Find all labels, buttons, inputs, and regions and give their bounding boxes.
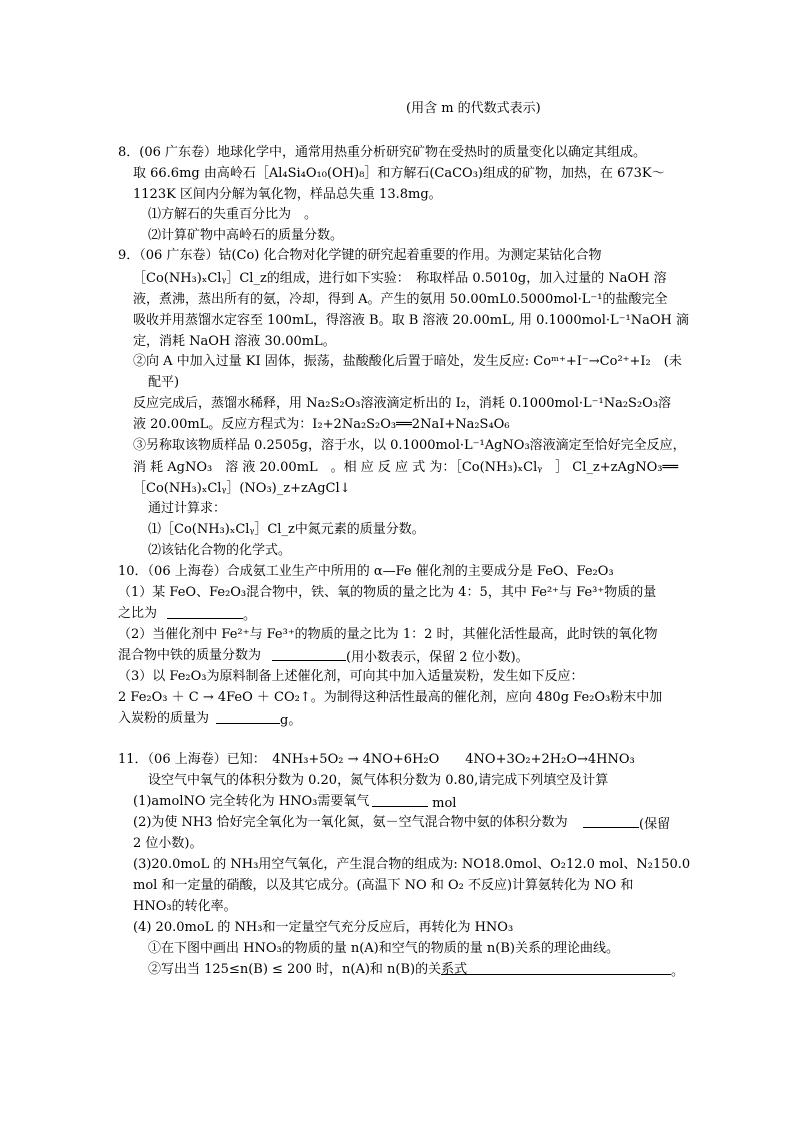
text-line: ［Co(NH₃)ₓClᵧ］(NO₃)_z+zAgCl↓ bbox=[133, 481, 351, 496]
text-line: ［Co(NH₃)ₓClᵧ］Cl_z的组成，进行如下实验： 称取样品 0.5010g，加入过量的 NaOH 溶 bbox=[133, 271, 667, 286]
q10-2-blank: (用小数表示，保留 2 位小数)。 bbox=[272, 648, 529, 665]
text-line: 配平) bbox=[148, 375, 180, 390]
text-line: 液 20.00mL。反应方程式为：I₂+2Na₂S₂O₃══2NaI+Na₂S₄O₆ bbox=[133, 417, 510, 432]
text-line: 10．（06 上海卷）合成氨工业生产中所用的 α—Fe 催化剂的主要成分是 FeO、Fe₂O₃ bbox=[118, 564, 614, 579]
text-line: ②写出当 125≤n(B) ≤ 200 时，n(A)和 n(B)的关系式 bbox=[148, 962, 468, 977]
text-line: 11．（06 上海卷）已知： 4NH₃+5O₂ → 4NO+6H₂O 4NO+3O₂+2H₂O→4HNO₃ bbox=[118, 752, 635, 767]
text-line: 混合物中铁的质量分数为 bbox=[118, 648, 262, 663]
text-line: ⑵计算矿物中高岭石的质量分数。 bbox=[148, 228, 344, 243]
text-line: 8．(06 广东卷）地球化学中，通常用热重分析研究矿物在受热时的质量变化以确定其组成。 bbox=[118, 145, 647, 160]
text-line: ①在下图中画出 HNO₃的物质的量 n(A)和空气的物质的量 n(B)关系的理论曲线。 bbox=[148, 941, 619, 956]
text-line: 入炭粉的质量为 bbox=[118, 711, 210, 726]
text-line: （1）某 FeO、Fe₂O₃混合物中，铁、氧的物质的量之比为 4：5，其中 Fe²⁺与 Fe³⁺物质的量 bbox=[118, 585, 657, 600]
text-line: ②向 A 中加入过量 KI 固体，振荡，盐酸酸化后置于暗处，发生反应: Coᵐ⁺+I⁻→Co²⁺+I₂ (未 bbox=[133, 354, 682, 369]
text-line: (2)为使 NH3 恰好完全氧化为一氧化氮，氨－空气混合物中氨的体积分数为 bbox=[133, 815, 568, 830]
text-line: ③另称取该物质样品 0.2505g，溶于水，以 0.1000mol·L⁻¹AgNO₃溶液滴定至恰好完全反应， bbox=[133, 438, 686, 453]
text-line: (4) 20.0moL 的 NH₃和一定量空气充分反应后，再转化为 HNO₃ bbox=[133, 920, 514, 935]
q11-2-blank: (保留 bbox=[583, 815, 670, 832]
text-line: 之比为 bbox=[118, 606, 158, 621]
text-line: 反应完成后，蒸馏水稀释，用 Na₂S₂O₃溶液滴定析出的 I₂，消耗 0.1000mol·L⁻¹Na₂S₂O₃溶 bbox=[133, 396, 672, 411]
text-line: （2）当催化剂中 Fe²⁺与 Fe³⁺的物质的量之比为 1：2 时，其催化活性最高，此时铁的氧化物 bbox=[118, 627, 658, 642]
q10-3-blank: g。 bbox=[216, 711, 301, 728]
text-line: (1)amolNO 完全转化为 HNO₃需要氧气 bbox=[133, 794, 370, 809]
text-line: 2 Fe₂O₃ ＋ C → 4FeO ＋ CO₂↑。为制得这种活性最高的催化剂，应向 480g Fe₂O₃粉末中加 bbox=[118, 690, 663, 705]
text-line: 消 耗 AgNO₃ 溶 液 20.00mL 。相 应 反 应 式 为：［Co(NH₃)ₓClᵧ ］ Cl_z+zAgNO₃══ bbox=[133, 460, 679, 475]
text-line: (用含 m 的代数式表示) bbox=[406, 101, 541, 116]
text-line: 液，煮沸，蒸出所有的氨，冷却，得到 A。产生的氨用 50.00mL0.5000mol·L⁻¹的盐酸完全 bbox=[133, 292, 668, 307]
text-line: ⑵该钴化合物的化学式。 bbox=[148, 543, 292, 558]
q11-1-blank: mol bbox=[372, 794, 456, 811]
text-line: 通过计算求： bbox=[148, 501, 227, 516]
text-line: 吸收并用蒸馏水定容至 100mL，得溶液 B。取 B 溶液 20.00mL, 用 0.1000mol·L⁻¹NaOH 滴 bbox=[133, 313, 690, 328]
text-line: 1123K 区间内分解为氧化物，样品总失重 13.8mg。 bbox=[133, 187, 442, 202]
text-line: 设空气中氧气的体积分数为 0.20，氮气体积分数为 0.80,请完成下列填空及计算 bbox=[148, 773, 609, 788]
text-line: 9．（06 广东卷）钴(Co) 化合物对化学键的研究起着重要的作用。为测定某钴化合物 bbox=[118, 248, 602, 263]
text-line: mol 和一定量的硝酸，以及其它成分。(高温下 NO 和 O₂ 不反应)计算氨转化为 NO 和 bbox=[133, 878, 634, 893]
text-line: 2 位小数)。 bbox=[133, 836, 203, 851]
text-line: ⑴［Co(NH₃)ₓClᵧ］Cl_z中氮元素的质量分数。 bbox=[148, 522, 425, 537]
text-line: （3）以 Fe₂O₃为原料制备上述催化剂，可向其中加入适量炭粉，发生如下反应： bbox=[118, 669, 584, 684]
text-line: (3)20.0moL 的 NH₃用空气氧化，产生混合物的组成为: NO18.0mol、O₂12.0 mol、N₂150.0 bbox=[133, 857, 691, 872]
text-line: HNO₃的转化率。 bbox=[133, 899, 237, 914]
text-line: 定，消耗 NaOH 溶液 30.00mL。 bbox=[133, 334, 336, 349]
text-line: 取 66.6mg 由高岭石［Al₄Si₄O₁₀(OH)₈］和方解石(CaCO₃)组成的矿物，加热，在 673K～ bbox=[133, 166, 665, 181]
q10-1-blank: 。 bbox=[167, 606, 256, 623]
text-line: ⑴方解石的失重百分比为 。 bbox=[148, 207, 318, 222]
q11-4-blank: 。 bbox=[441, 962, 684, 979]
